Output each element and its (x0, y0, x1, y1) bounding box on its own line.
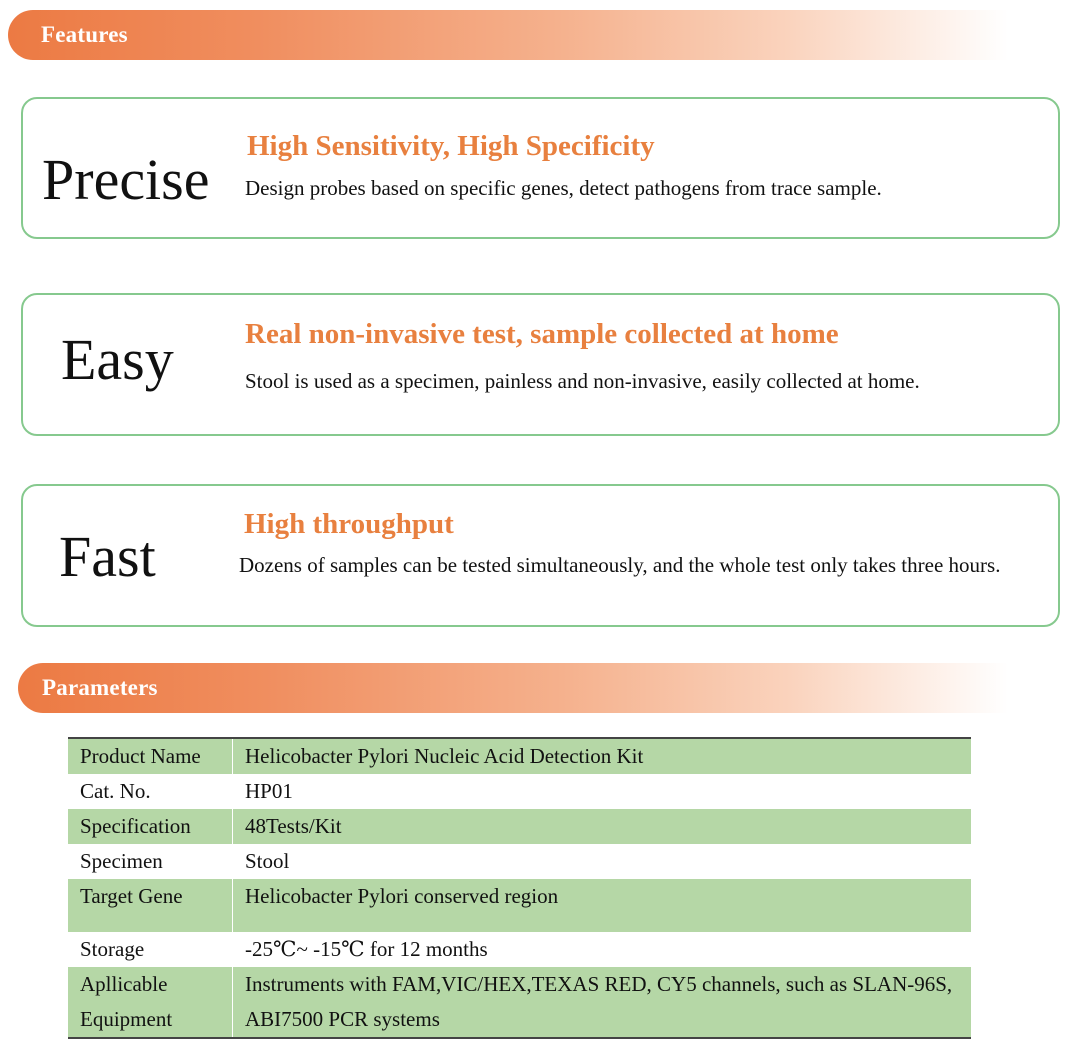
param-key: Cat. No. (80, 779, 151, 803)
features-banner (8, 10, 1008, 60)
param-key: Target Gene (80, 884, 183, 908)
feature-card-easy (21, 293, 1060, 436)
param-key: Storage (80, 937, 145, 961)
card-title: High Sensitivity, High Specificity (247, 130, 655, 162)
table-row (68, 967, 971, 1038)
param-value: HP01 (233, 774, 972, 809)
table-row (68, 879, 971, 932)
card-description: Stool is used as a specimen, painless and non-invasive, easily collected at home. (245, 369, 920, 393)
table-row (68, 738, 971, 774)
param-value: Instruments with FAM,VIC/HEX,TEXAS RED, CY5 channels, such as SLAN-96S, ABI7500 PCR systems (233, 967, 972, 1038)
feature-card-precise (21, 97, 1060, 239)
card-keyword: Fast (59, 524, 156, 589)
card-description: Design probes based on specific genes, detect pathogens from trace sample. (245, 176, 882, 200)
param-value: -25℃~ -15℃ for 12 months (233, 932, 972, 967)
table-row (68, 774, 971, 809)
param-value: Helicobacter Pylori Nucleic Acid Detection Kit (233, 738, 972, 774)
card-description: Dozens of samples can be tested simultaneously, and the whole test only takes three hours. (239, 553, 1001, 577)
param-key: Apllicable Equipment (80, 972, 173, 1031)
param-key: Product Name (80, 744, 201, 768)
parameters-banner (18, 663, 1008, 713)
param-value: Helicobacter Pylori conserved region (233, 879, 972, 932)
card-keyword: Easy (61, 327, 174, 392)
table-row (68, 932, 971, 967)
param-key: Specimen (80, 849, 163, 873)
table-row (68, 844, 971, 879)
parameters-heading: Parameters (42, 675, 158, 700)
features-heading: Features (41, 22, 128, 47)
card-keyword: Precise (42, 147, 210, 212)
param-value: 48Tests/Kit (233, 809, 972, 844)
feature-card-fast (21, 484, 1060, 627)
parameters-table (68, 737, 971, 1039)
param-value: Stool (233, 844, 972, 879)
table-row (68, 809, 971, 844)
card-title: High throughput (244, 508, 454, 540)
card-title: Real non-invasive test, sample collected at home (245, 318, 839, 350)
param-key: Specification (80, 814, 191, 838)
